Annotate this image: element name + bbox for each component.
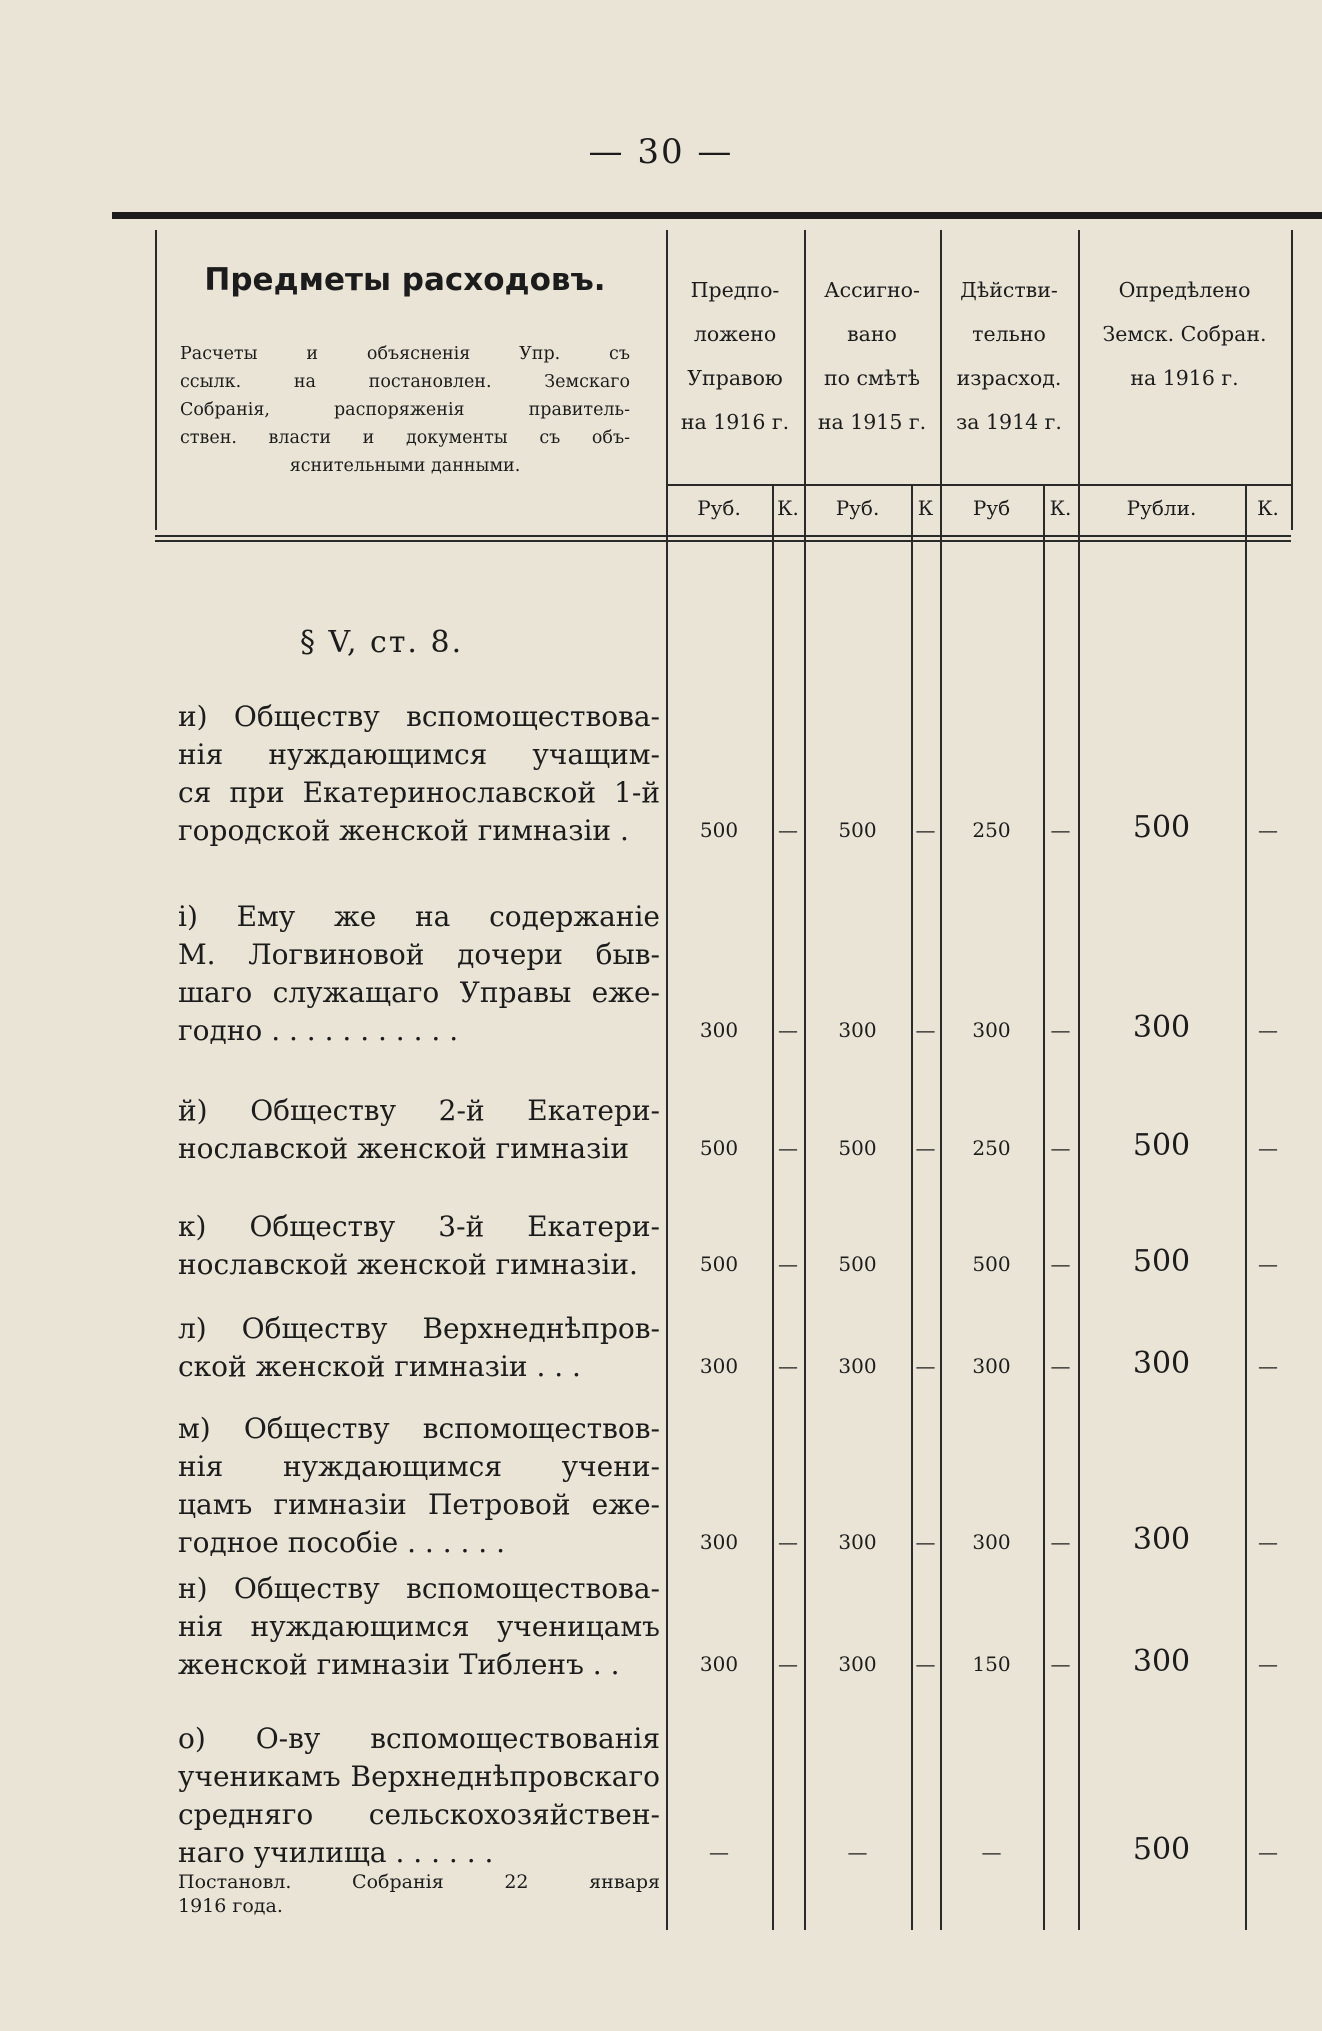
kopeck-cell: — <box>1258 818 1278 842</box>
ruble-cell: — <box>709 1840 729 1864</box>
item-line: ученикамъ Верхнеднѣпровскаго <box>178 1760 660 1793</box>
description-line: Собранія, распоряженія правитель- <box>180 400 630 420</box>
unit-kop: К <box>917 496 934 520</box>
unit-rub: Руб. <box>697 496 741 520</box>
item-line: годно . . . . . . . . . . . <box>178 1014 459 1047</box>
ruble-cell: 250 <box>972 818 1011 842</box>
item-line: ской женской гимназіи . . . <box>178 1350 581 1383</box>
kopeck-cell: — <box>778 1652 798 1676</box>
ruble-cell: 500 <box>838 1136 877 1160</box>
kopeck-cell: — <box>778 818 798 842</box>
item-line: средняго сельскохозяйствен- <box>178 1798 660 1831</box>
ruble-cell: 300 <box>699 1018 739 1042</box>
col-line: Дѣйстви- <box>960 278 1058 302</box>
kopeck-cell: — <box>915 1354 936 1378</box>
expense-item <box>178 898 660 1050</box>
ruble-cell: 500 <box>1132 1128 1191 1163</box>
item-line: н) Обществу вспомоществова- <box>178 1572 660 1605</box>
item-line: шаго служащаго Управы еже- <box>178 976 660 1009</box>
ruble-cell: 300 <box>972 1530 1011 1554</box>
unit-rub: Рубли. <box>1126 496 1197 520</box>
col-line: Земск. Собран. <box>1102 322 1267 346</box>
kop-divider <box>1245 485 1247 1930</box>
col-line: за 1914 г. <box>956 410 1062 434</box>
item-line: л) Обществу Верхнеднѣпров- <box>178 1312 660 1345</box>
kop-divider <box>1043 485 1045 1930</box>
top-rule <box>112 212 1322 219</box>
note-line: 1916 года. <box>178 1895 283 1917</box>
kop-divider <box>911 485 913 1930</box>
ruble-cell: 250 <box>972 1136 1011 1160</box>
expense-item <box>178 698 660 850</box>
col-line: израсход. <box>956 366 1062 390</box>
unit-kop: К. <box>1049 496 1072 520</box>
ruble-cell: 300 <box>838 1018 877 1042</box>
ruble-cell: 300 <box>838 1354 877 1378</box>
expense-item <box>178 1310 660 1386</box>
kopeck-cell: — <box>1258 1252 1278 1276</box>
kopeck-cell: — <box>1258 1840 1278 1864</box>
kopeck-cell: — <box>778 1018 798 1042</box>
ruble-cell: 500 <box>838 1252 877 1276</box>
ruble-cell: 500 <box>972 1252 1011 1276</box>
kopeck-cell: — <box>915 1018 936 1042</box>
ruble-cell: 300 <box>972 1018 1011 1042</box>
kopeck-cell: — <box>1258 1530 1278 1554</box>
unit-kop: К. <box>1257 496 1279 520</box>
kopeck-cell: — <box>1258 1018 1278 1042</box>
section-title: § V, ст. 8. <box>300 625 464 660</box>
ruble-cell: — <box>981 1840 1002 1864</box>
kopeck-cell: — <box>1050 1652 1071 1676</box>
ruble-cell: 300 <box>1132 1522 1191 1557</box>
ruble-cell: 500 <box>699 818 739 842</box>
kopeck-cell: — <box>1258 1652 1278 1676</box>
column-header-assigned <box>804 268 940 444</box>
header-description <box>180 340 630 480</box>
expense-item <box>178 1208 660 1284</box>
col-line: тельно <box>972 322 1046 346</box>
kopeck-cell: — <box>915 1530 936 1554</box>
kopeck-cell: — <box>778 1354 798 1378</box>
ruble-cell: 300 <box>838 1530 877 1554</box>
item-line: цамъ гимназіи Петровой еже- <box>178 1488 660 1521</box>
kopeck-cell: — <box>915 1136 936 1160</box>
col-line: Управою <box>687 366 783 390</box>
item-line: нія нуждающимся учащим- <box>178 738 660 771</box>
kopeck-cell: — <box>1050 1252 1071 1276</box>
item-line: М. Логвиновой дочери быв- <box>178 938 660 971</box>
ruble-cell: 500 <box>699 1252 739 1276</box>
column-header-determined <box>1078 268 1291 400</box>
item-line: ся при Екатеринославской 1-й <box>178 776 660 809</box>
item-line: городской женской гимназіи . <box>178 814 629 847</box>
item-line: годное пособіе . . . . . . <box>178 1526 506 1559</box>
col-line: вано <box>847 322 897 346</box>
item-line: нославской женской гимназіи <box>178 1132 629 1165</box>
item-line: і) Ему же на содержаніе <box>178 900 660 933</box>
header-bottom-rule <box>155 540 1291 542</box>
unit-rub: Руб. <box>835 496 880 520</box>
col-line: на 1916 г. <box>680 410 790 434</box>
col-line: на 1916 г. <box>1130 366 1239 390</box>
item-line: о) О-ву вспомоществованія <box>178 1722 660 1755</box>
kopeck-cell: — <box>778 1252 798 1276</box>
item-line: к) Обществу 3-й Екатери- <box>178 1210 660 1243</box>
item-line: нія нуждающимся учени- <box>178 1450 660 1483</box>
item-line: женской гимназіи Тибленъ . . <box>178 1648 620 1681</box>
col-line: Опредѣлено <box>1118 278 1251 302</box>
col-line: ложено <box>693 322 777 346</box>
ruble-cell: 500 <box>1132 1832 1191 1867</box>
expense-item <box>178 1410 660 1562</box>
note-line: Постановл. Собранія 22 января <box>178 1871 660 1893</box>
ruble-cell: — <box>847 1840 868 1864</box>
units-rule <box>666 484 1291 486</box>
column-header-proposed <box>666 268 804 444</box>
ruble-cell: 300 <box>1132 1010 1191 1045</box>
ruble-cell: 500 <box>838 818 877 842</box>
kopeck-cell: — <box>915 818 936 842</box>
description-line: Расчеты и объясненія Упр. съ <box>180 344 630 364</box>
ruble-cell: 300 <box>838 1652 877 1676</box>
col-line: по смѣтѣ <box>823 366 920 390</box>
ruble-cell: 300 <box>699 1652 739 1676</box>
expense-item <box>178 1092 660 1168</box>
kopeck-cell: — <box>1050 818 1071 842</box>
ruble-cell: 500 <box>699 1136 739 1160</box>
kop-divider <box>772 485 774 1930</box>
expense-item <box>178 1570 660 1684</box>
ruble-cell: 500 <box>1132 810 1191 845</box>
ruble-cell: 300 <box>1132 1644 1191 1679</box>
page-number: — 30 — <box>588 132 734 172</box>
kopeck-cell: — <box>915 1652 936 1676</box>
col-line: Ассигно- <box>824 278 920 302</box>
item-line: м) Обществу вспомоществов- <box>178 1412 660 1445</box>
description-line: яснительными данными. <box>289 456 521 476</box>
kopeck-cell: — <box>1050 1530 1071 1554</box>
unit-rub: Руб <box>972 496 1011 520</box>
item-line: нославской женской гимназіи. <box>178 1248 638 1281</box>
item-line: и) Обществу вспомоществова- <box>178 700 660 733</box>
kopeck-cell: — <box>1258 1136 1278 1160</box>
item-line: й) Обществу 2-й Екатери- <box>178 1094 660 1127</box>
header-bottom-rule <box>155 535 1291 537</box>
ruble-cell: 300 <box>972 1354 1011 1378</box>
column-header-actual <box>940 268 1078 444</box>
kopeck-cell: — <box>778 1136 798 1160</box>
kopeck-cell: — <box>1050 1354 1071 1378</box>
description-line: ствен. власти и документы съ объ- <box>180 428 630 448</box>
table-title: Предметы расходовъ. <box>204 262 606 298</box>
col-line: Предпо- <box>690 278 780 302</box>
expense-item <box>178 1720 660 1872</box>
kopeck-cell: — <box>1258 1354 1278 1378</box>
ruble-cell: 150 <box>972 1652 1011 1676</box>
kopeck-cell: — <box>1050 1136 1071 1160</box>
item-line: нія нуждающимся ученицамъ <box>178 1610 660 1643</box>
ruble-cell: 300 <box>1132 1346 1191 1381</box>
description-line: ссылк. на постановлен. Земскаго <box>180 372 630 392</box>
ruble-cell: 300 <box>699 1354 739 1378</box>
kopeck-cell: — <box>1050 1018 1071 1042</box>
resolution-note <box>178 1870 660 1918</box>
table-border-right <box>1291 230 1293 530</box>
col-line: на 1915 г. <box>817 410 927 434</box>
ruble-cell: 300 <box>699 1530 739 1554</box>
kopeck-cell: — <box>778 1530 798 1554</box>
unit-kop: К. <box>777 496 799 520</box>
item-line: наго училища . . . . . . <box>178 1836 494 1869</box>
ruble-cell: 500 <box>1132 1244 1191 1279</box>
